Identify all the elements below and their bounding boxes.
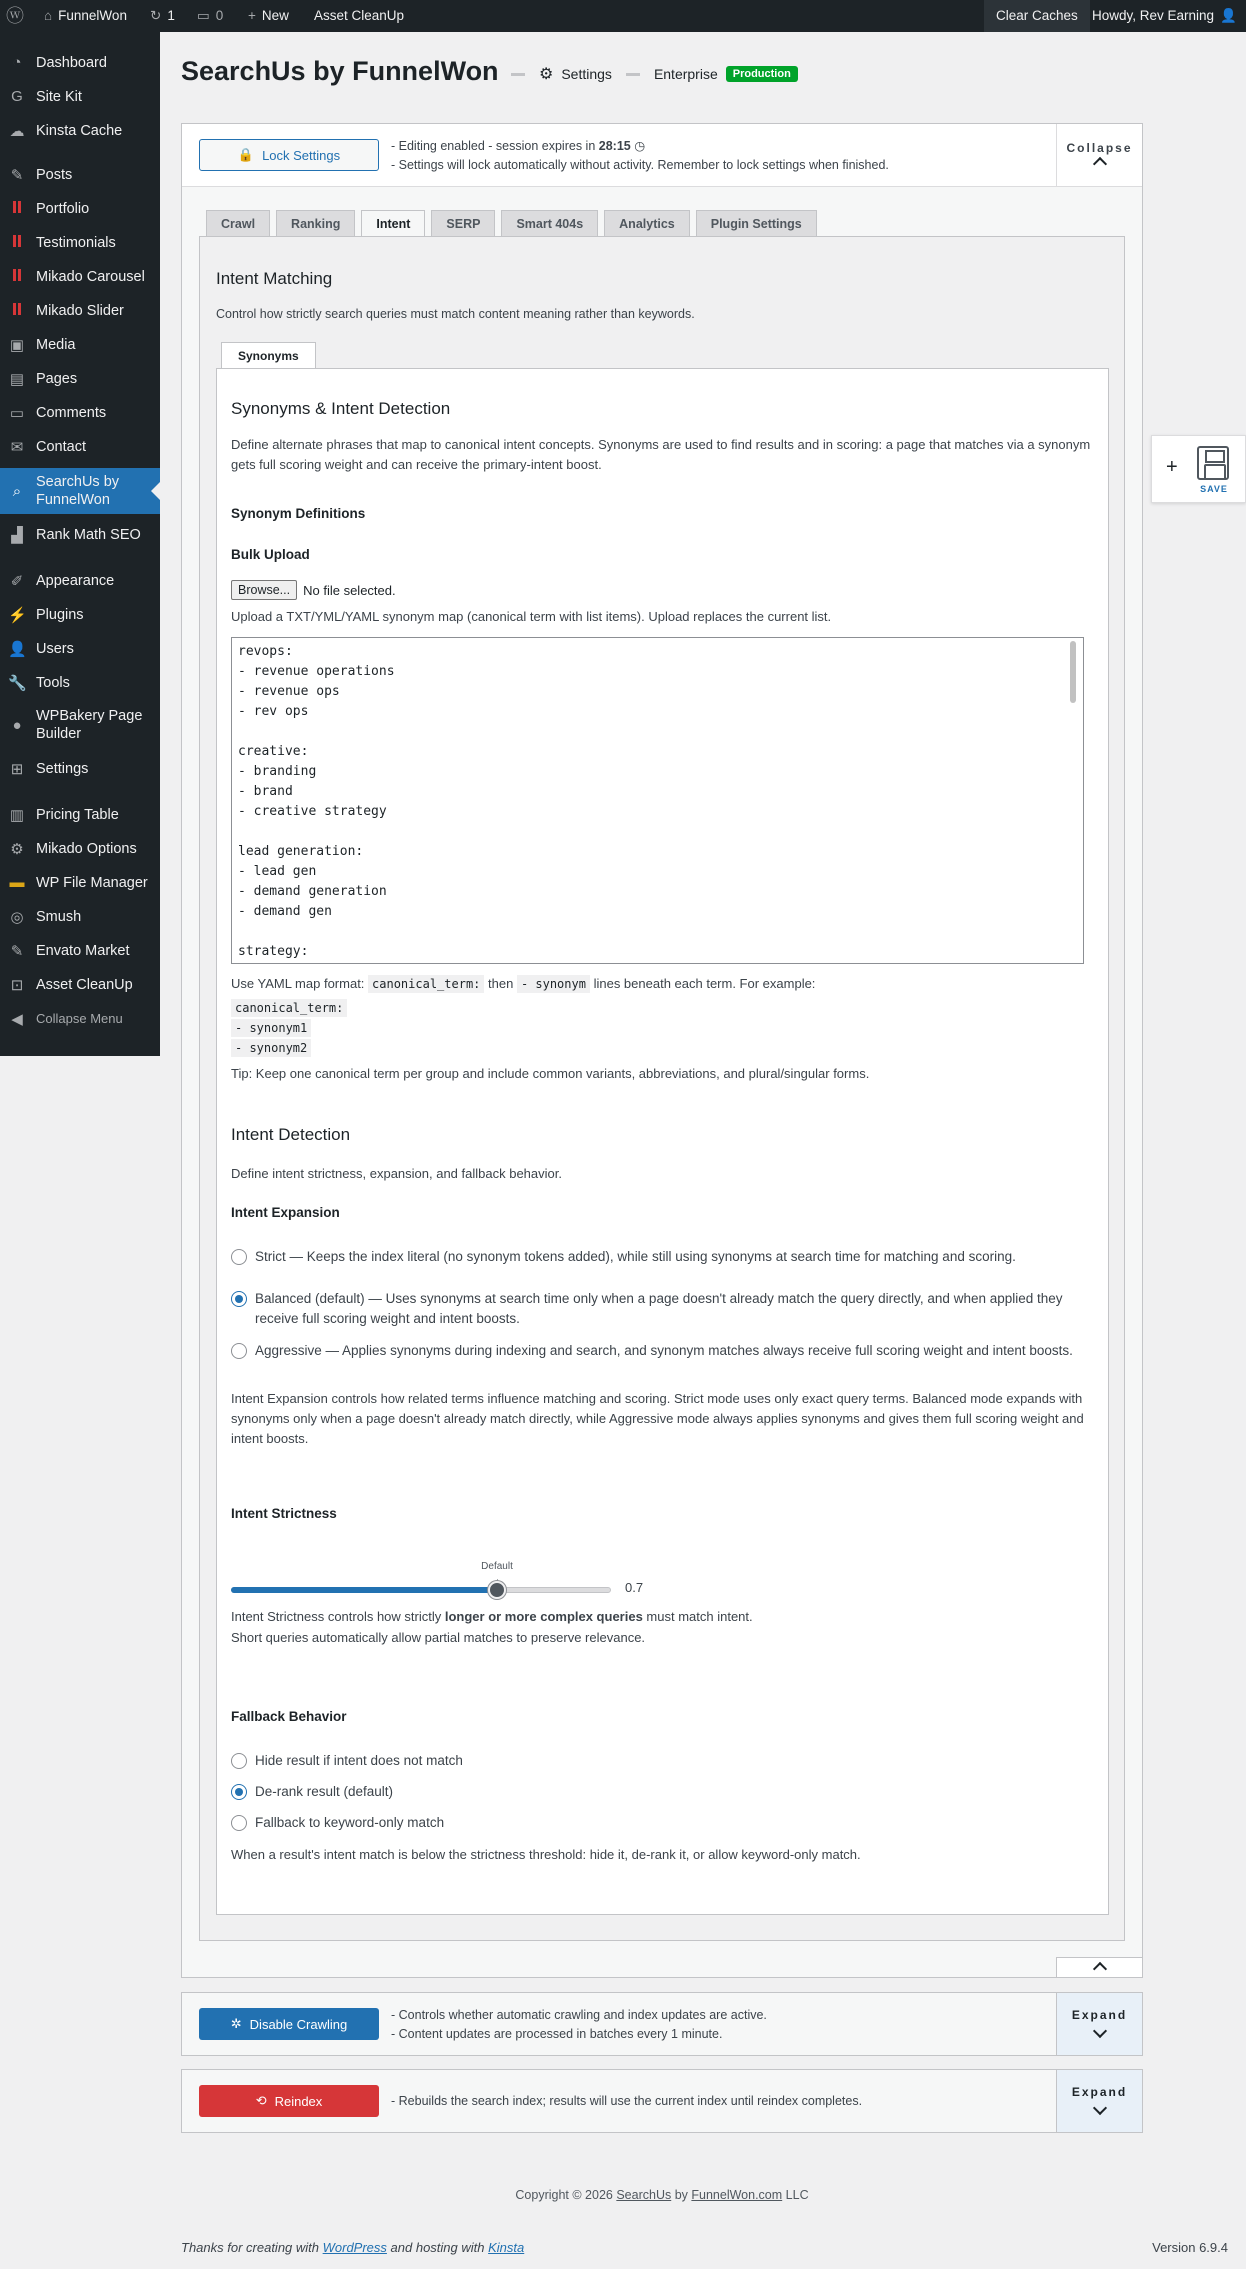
sidebar-item-comments[interactable]: ▭ Comments — [9, 404, 107, 422]
tab-plugin-settings[interactable]: Plugin Settings — [696, 210, 817, 236]
expand-crawl-button[interactable]: Expand — [1056, 1993, 1142, 2055]
intent-tab-panel — [199, 236, 1125, 1941]
dashboard-icon: ◔ — [12, 54, 22, 71]
tab-analytics[interactable]: Analytics — [604, 210, 690, 236]
updates-icon: ↻ — [150, 8, 162, 23]
testimonials-icon — [8, 234, 26, 251]
cloud-icon: ☁ — [9, 122, 25, 140]
section-title: Synonyms & Intent Detection — [231, 399, 451, 418]
slider-thumb[interactable] — [488, 1581, 506, 1599]
slider-fill — [231, 1587, 497, 1593]
chevron-up-icon — [1092, 1962, 1106, 1976]
comments-link[interactable]: ▭ 0 — [197, 0, 223, 32]
sidebar-item-media[interactable]: ▣ Media — [9, 336, 76, 354]
search-icon: ⌕ — [12, 482, 22, 500]
table-icon: ▥ — [9, 806, 25, 824]
envato-icon: ✎ — [10, 942, 24, 960]
new-content-link[interactable]: + New — [248, 0, 289, 32]
synonym-definitions-title: Synonym Definitions — [231, 506, 366, 521]
media-icon: ▣ — [9, 336, 25, 354]
sidebar-item-wp-file-manager[interactable]: ▬ WP File Manager — [9, 874, 148, 891]
settings-label: Settings — [561, 66, 612, 82]
fallback-option-hide[interactable]: Hide result if intent does not match — [231, 1751, 463, 1771]
floating-save-widget — [1151, 435, 1246, 503]
expansion-option-aggressive[interactable]: Aggressive — Applies synonyms during indexing and search, and synonym matches always receive full scoring weight and intent boosts. — [231, 1341, 1091, 1361]
sidebar-item-wpbakery[interactable]: ● WPBakery Page Builder — [0, 702, 160, 748]
sidebar-item-rank-math[interactable]: ▟ Rank Math SEO — [0, 520, 160, 549]
sidebar-item-users[interactable]: 👤 Users — [8, 640, 74, 658]
expand-reindex-button[interactable]: Expand — [1056, 2070, 1142, 2132]
fallback-option-keyword[interactable]: Fallback to keyword-only match — [231, 1813, 444, 1833]
comment-icon: ▭ — [197, 8, 210, 23]
separator — [511, 73, 525, 76]
expansion-option-strict[interactable]: Strict — Keeps the index literal (no synonym tokens added), while still using synonyms at search time for matching and scoring. — [231, 1247, 1091, 1267]
sidebar-item-mikado-carousel[interactable]: Mikado Carousel — [0, 262, 160, 291]
avatar-icon: 👤 — [1220, 8, 1237, 23]
footer-version: Version 6.9.4 — [1152, 2240, 1228, 2255]
subtab-synonyms[interactable]: Synonyms — [221, 342, 316, 369]
searchus-link[interactable]: SearchUs — [616, 2188, 672, 2202]
plus-icon: + — [248, 8, 256, 23]
session-timer: 28:15 — [598, 139, 631, 153]
intent-strictness-title: Intent Strictness — [231, 1506, 337, 1521]
kinsta-link[interactable]: Kinsta — [488, 2240, 525, 2255]
sidebar-item-kinsta-cache[interactable]: ☁ Kinsta Cache — [9, 122, 123, 140]
funnelwon-link[interactable]: FunnelWon.com — [691, 2188, 783, 2202]
asset-cleanup-link[interactable]: Asset CleanUp — [314, 8, 405, 23]
plugin-copyright: Copyright © 2026 SearchUs by FunnelWon.com LLC — [515, 2188, 809, 2202]
strictness-value: 0.7 — [625, 1580, 644, 1595]
sidebar-item-tools[interactable]: 🔧 Tools — [8, 674, 70, 692]
sidebar-item-site-kit[interactable]: G Site Kit — [0, 82, 160, 111]
synonyms-textarea[interactable]: revops: - revenue operations - revenue ops - rev ops creative: - branding - brand - creative strategy lead generation: - lead gen - demand generation - demand gen strategy: — [231, 637, 1084, 964]
synonyms-panel — [216, 368, 1109, 1915]
footer-thanks: Thanks for creating with WordPress and hosting with Kinsta — [181, 2240, 525, 2255]
disable-crawling-button[interactable]: ✲ Disable Crawling — [199, 2008, 379, 2040]
browse-button[interactable]: Browse... — [231, 580, 297, 600]
refresh-icon: ⟲ — [255, 2093, 267, 2108]
sidebar-item-testimonials[interactable]: Testimonials — [0, 228, 160, 257]
mail-icon: ✉ — [10, 438, 24, 456]
intent-detection-title: Intent Detection — [231, 1125, 351, 1144]
tip-text: Tip: Keep one canonical term per group and include common variants, abbreviations, and plural/singular forms. — [231, 1066, 870, 1081]
lock-icon: 🔒 — [237, 147, 255, 162]
sidebar-item-mikado-slider[interactable]: Mikado Slider — [0, 296, 160, 325]
radio-derank[interactable] — [231, 1784, 247, 1800]
wrench-icon: 🔧 — [8, 674, 27, 692]
tab-ranking[interactable]: Ranking — [276, 210, 355, 236]
sidebar-item-pages[interactable]: ▤ Pages — [9, 370, 78, 388]
pages-icon: ▤ — [9, 370, 25, 388]
scrollbar-thumb[interactable] — [1070, 641, 1076, 703]
radio-strict[interactable] — [231, 1249, 247, 1265]
textarea-scrollbar[interactable] — [1068, 639, 1082, 962]
site-name-link[interactable] — [44, 0, 127, 32]
sidebar-item-plugins[interactable]: ⚡ Plugins — [8, 606, 84, 624]
sitekit-icon: G — [11, 88, 23, 105]
tab-serp[interactable]: SERP — [431, 210, 495, 236]
sidebar-item-dashboard[interactable]: ◔ Dashboard — [0, 48, 160, 77]
page-title: SearchUs by FunnelWon — [181, 56, 499, 86]
settings-panel — [181, 123, 1143, 1978]
collapse-bottom-button[interactable] — [1056, 1957, 1142, 1977]
chevron-up-icon — [1092, 157, 1106, 171]
sidebar-item-contact[interactable]: ✉ Contact — [0, 432, 160, 461]
expansion-help: Intent Expansion controls how related terms influence matching and scoring. Strict mode uses only exact query terms. Balanced mode expands with synonyms only when a page doesn't already match directly, while Aggressive mode always applies synonyms and gives them full scoring weight and intent boosts. — [231, 1391, 1084, 1446]
upload-help: Upload a TXT/YML/YAML synonym map (canonical term with list items). Upload replaces the current list. — [231, 609, 832, 624]
tab-smart-404s[interactable]: Smart 404s — [501, 210, 598, 236]
folder-icon: ▬ — [9, 874, 25, 891]
sidebar-item-settings[interactable]: ⊞ Settings — [0, 754, 160, 783]
lock-status-text: - Editing enabled - session expires in 28:15 ◷ - Settings will lock automatically without activity. Remember to lock settings when finished. — [391, 139, 889, 172]
sidebar-item-pricing-table[interactable]: ▥ Pricing Table — [9, 806, 119, 824]
section-description: Define alternate phrases that map to canonical intent concepts. Synonyms are used to find results and in scoring: a page that matches via a synonym gets full scoring weight and can receive the primary-intent boost. — [231, 437, 1091, 472]
radio-aggressive[interactable] — [231, 1343, 247, 1359]
strictness-help-2: Short queries automatically allow partial matches to preserve relevance. — [231, 1630, 646, 1645]
settings-gear-icon: ⚙ — [539, 66, 554, 83]
intent-title: Intent Matching — [216, 269, 333, 288]
chart-icon: ▟ — [11, 526, 23, 544]
strictness-slider[interactable] — [231, 1561, 611, 1593]
lock-panel-header — [182, 124, 1142, 187]
comments-icon: ▭ — [9, 404, 25, 422]
settings-icon: ⊞ — [10, 760, 24, 778]
updates-link[interactable]: ↻ 1 — [150, 0, 175, 32]
tab-crawl[interactable]: Crawl — [206, 210, 270, 236]
wpbakery-icon: ● — [12, 716, 22, 734]
crawl-icon: ✲ — [230, 2016, 242, 2031]
collapse-button[interactable]: Collapse — [1056, 124, 1142, 186]
reindex-panel — [181, 2069, 1143, 2133]
sidebar-item-smush[interactable]: ◎ Smush — [0, 902, 160, 931]
home-icon: ⌂ — [44, 8, 53, 23]
strictness-help: Intent Strictness controls how strictly longer or more complex queries must match intent. — [231, 1609, 753, 1624]
environment-badge: Production — [726, 66, 798, 82]
radio-balanced[interactable] — [231, 1291, 247, 1307]
carousel-icon — [8, 268, 26, 285]
crawl-panel — [181, 1992, 1143, 2056]
collapse-menu-button[interactable]: ◀ Collapse Menu — [0, 1004, 160, 1033]
smush-icon: ◎ — [10, 908, 24, 926]
expansion-option-balanced[interactable]: Balanced (default) — Uses synonyms at search time only when a page doesn't already match the query directly, and when applied they receive full scoring weight and intent boosts. — [231, 1289, 1091, 1329]
admin-bar — [0, 0, 1246, 32]
intent-detection-description: Define intent strictness, expansion, and fallback behavior. — [231, 1166, 562, 1181]
sidebar-item-envato-market[interactable]: ✎ Envato Market — [0, 936, 160, 965]
title-meta — [505, 64, 798, 84]
bulk-upload-title: Bulk Upload — [231, 547, 310, 562]
sidebar-item-asset-cleanup[interactable]: ⊡ Asset CleanUp — [0, 970, 160, 999]
sidebar-item-mikado-options[interactable]: ⚙ Mikado Options — [0, 834, 160, 863]
fallback-help: When a result's intent match is below the strictness threshold: hide it, de-rank it, or allow keyword-only match. — [231, 1847, 861, 1862]
fallback-title: Fallback Behavior — [231, 1709, 347, 1724]
save-label[interactable]: SAVE — [1200, 484, 1228, 494]
intent-expansion-title: Intent Expansion — [231, 1205, 340, 1220]
sidebar-item-searchus[interactable]: ⌕ SearchUs by FunnelWon — [0, 468, 160, 514]
brush-icon: ✐ — [10, 572, 24, 590]
users-icon: 👤 — [8, 640, 27, 658]
yaml-example: canonical_term: - synonym1 - synonym2 — [231, 999, 347, 1057]
active-arrow — [151, 482, 160, 500]
slider-icon — [8, 302, 26, 319]
admin-sidebar — [0, 32, 160, 1056]
plugin-icon: ⚡ — [8, 606, 27, 624]
pin-icon: ✎ — [10, 166, 24, 184]
clock-icon: ◷ — [634, 139, 646, 153]
chevron-down-icon — [1092, 2024, 1106, 2038]
sidebar-item-appearance[interactable]: ✐ Appearance — [0, 566, 160, 595]
plan-label: Enterprise — [653, 66, 718, 82]
reindex-button[interactable]: ⟲ Reindex — [199, 2085, 379, 2117]
settings-tabs — [206, 210, 817, 238]
yaml-help: Use YAML map format: canonical_term: then - synonym lines beneath each term. For example: — [231, 976, 816, 991]
sidebar-item-posts[interactable]: ✎ Posts — [0, 160, 160, 189]
radio-hide[interactable] — [231, 1753, 247, 1769]
fallback-option-derank[interactable]: De-rank result (default) — [231, 1782, 393, 1802]
sidebar-item-portfolio[interactable]: Portfolio — [0, 194, 160, 223]
tab-intent[interactable]: Intent — [361, 210, 425, 238]
gear-icon: ⚙ — [10, 840, 24, 858]
account-menu[interactable]: Howdy, Rev Earning 👤 — [1092, 0, 1237, 32]
no-file-label: No file selected. — [303, 582, 396, 598]
save-disk-icon[interactable] — [1197, 446, 1229, 480]
clear-caches-button[interactable]: Clear Caches — [984, 0, 1090, 32]
separator — [626, 73, 640, 76]
crawl-info: - Controls whether automatic crawling and index updates are active. - Content updates are processed in batches every 1 minute. — [391, 2008, 767, 2041]
intent-description: Control how strictly search queries must match content meaning rather than keywords. — [216, 307, 695, 321]
site-name: FunnelWon — [58, 8, 127, 23]
radio-keyword[interactable] — [231, 1815, 247, 1831]
collapse-icon: ◀ — [11, 1010, 23, 1028]
reindex-info: - Rebuilds the search index; results will use the current index until reindex completes. — [391, 2094, 863, 2108]
cleanup-icon: ⊡ — [10, 976, 24, 994]
wordpress-logo-icon[interactable]: ⓦ — [6, 6, 24, 26]
file-upload — [231, 580, 396, 600]
default-label: Default — [481, 1561, 513, 1572]
portfolio-icon — [8, 200, 26, 217]
add-icon[interactable]: + — [1166, 456, 1178, 478]
chevron-down-icon — [1092, 2101, 1106, 2115]
wordpress-link[interactable]: WordPress — [322, 2240, 387, 2255]
lock-settings-button[interactable]: 🔒 Lock Settings — [199, 139, 379, 171]
